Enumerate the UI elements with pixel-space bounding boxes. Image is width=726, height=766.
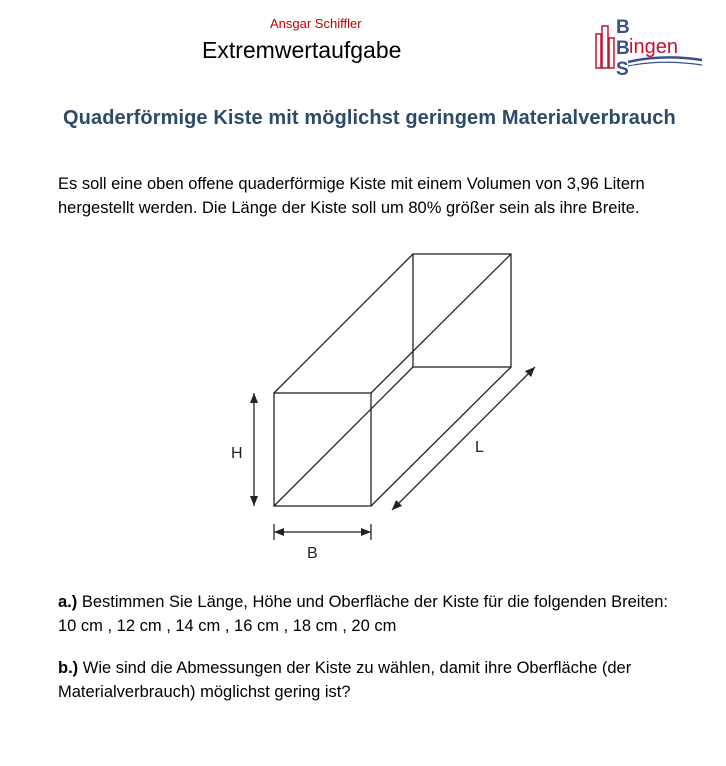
task-b-line: Materialverbrauch) möglichst gering ist? [58,683,351,701]
task-a [58,590,718,638]
height-label: H [231,445,243,462]
height-arrowhead [250,496,258,506]
task-b-text: Wie sind die Abmessungen der Kiste zu wählen, damit ihre Oberfläche (der [82,659,632,677]
logo-swoosh [628,57,702,62]
bbs-bingen-logo [592,14,704,76]
task-b [58,656,718,704]
task-b-line [58,656,718,680]
box-back-face [413,254,511,367]
width-arrowhead [274,528,284,536]
task-a-line [58,590,718,614]
intro-paragraph [58,172,718,220]
logo-bar [609,38,614,68]
logo-wordmark: ingen [629,36,678,58]
task-a-text: Bestimmen Sie Länge, Höhe und Oberfläche der Kiste für die folgenden Breiten: [81,593,668,611]
box-diagram [200,240,560,570]
author-name: Ansgar Schiffler [270,16,362,31]
height-arrowhead [250,393,258,403]
logo-bar [602,26,608,68]
problem-subtitle: Quaderförmige Kiste mit möglichst geringem Materialverbrauch [63,107,676,129]
task-a-label: a.) [58,593,78,611]
length-label: L [475,439,484,456]
length-dimension-line [392,367,535,510]
intro-line: hergestellt werden. Die Länge der Kiste soll um 80% größer sein als ihre Breite. [58,199,640,217]
width-label: B [307,545,318,562]
logo-letter-b2: B [616,38,630,59]
task-b-label: b.) [58,659,79,677]
logo-letter-b1: B [616,17,630,38]
width-arrowhead [361,528,371,536]
task-a-values: 10 cm , 12 cm , 14 cm , 16 cm , 18 cm , 20 cm [58,617,397,635]
logo-bar [596,34,601,68]
intro-line: Es soll eine oben offene quaderförmige Kiste mit einem Volumen von 3,96 Litern [58,175,645,193]
document-title: Extremwertaufgabe [202,37,402,63]
logo-letter-s: S [616,59,629,76]
box-front-face [274,393,371,506]
logo-swoosh [628,62,702,66]
